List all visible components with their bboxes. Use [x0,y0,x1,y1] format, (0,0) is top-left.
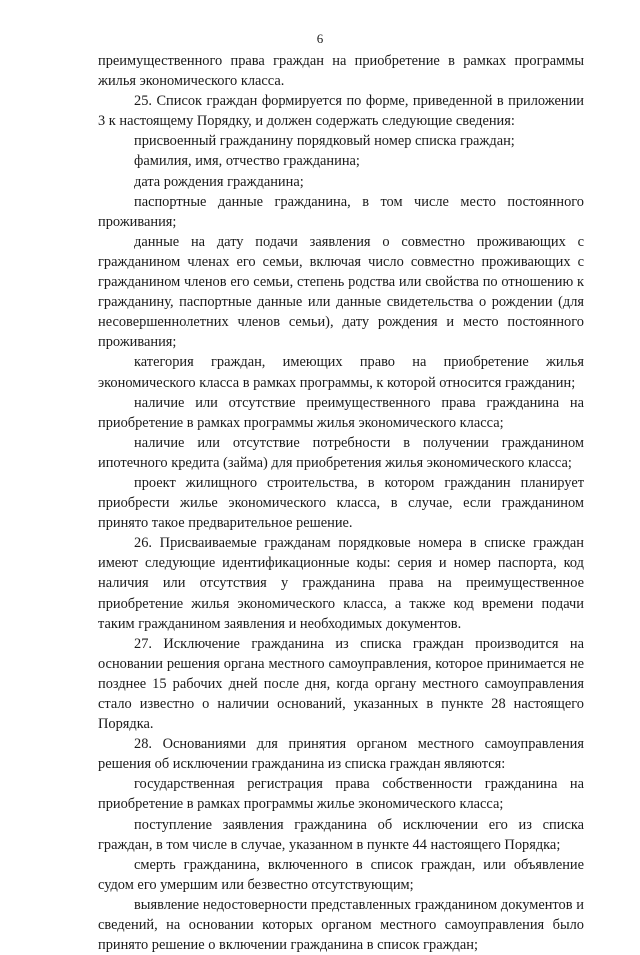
page-number: 6 [316,31,324,46]
paragraph-item-28: 28. Основаниями для принятия органом местного самоуправления решения об исключении гражданина из списка граждан являются: [98,736,584,773]
list-item: категория граждан, имеющих право на приобретение жилья экономического класса в рамках программы, к которой относится гражданин; [98,354,584,391]
list-item: дата рождения гражданина; [134,173,304,190]
list-item: паспортные данные гражданина, в том числе место постоянного проживания; [98,193,584,230]
paragraph-item-26: 26. Присваиваемые гражданам порядковые номера в списке граждан имеют следующие идентификационные коды: серия и номер паспорта, код наличия или отсутствия у гражданина права на преимущественное приобретение жилья экономического класса, а также код времени подачи таким гражданином заявления и необходимых документов. [98,535,584,632]
list-item: смерть гражданина, включенного в список граждан, или объявление судом его умершим или безвестно отсутствующим; [98,856,584,893]
paragraph-item-25: 25. Список граждан формируется по форме, приведенной в приложении 3 к настоящему Порядку, и должен содержать следующие сведения: [98,93,584,130]
list-item: данные на дату подачи заявления о совместно проживающих с гражданином членах его семьи, включая число совместно проживающих с гражданином членов его семьи, степень родства или свойства по отношению к гражданину, паспортные данные или данные свидетельства о рождении (для несовершеннолетних членов семьи), дату рождения и место постоянного проживания; [98,233,584,351]
list-item: фамилия, имя, отчество гражданина; [134,153,360,170]
list-item: проект жилищного строительства, в котором гражданин планирует приобрести жилье экономического класса, в случае, если гражданином принято такое предварительное решение. [98,474,584,532]
list-item: выявление недостоверности представленных гражданином документов и сведений, на основании которых органом местного самоуправления было принято решение о включении гражданина в список граждан; [98,896,584,954]
list-item: наличие или отсутствие преимущественного права гражданина на приобретение в рамках программы жилья экономического класса; [98,394,584,431]
list-item: наличие или отсутствие потребности в получении гражданином ипотечного кредита (займа) для приобретения жилья экономического класса; [98,434,584,471]
paragraph-continuation: преимущественного права граждан на приобретение в рамках программы жилья экономического класса. [98,53,584,90]
list-item: государственная регистрация права собственности гражданина на приобретение в рамках программы жилье экономического класса; [98,776,584,813]
list-item: присвоенный гражданину порядковый номер списка граждан; [134,133,515,150]
document-body [98,51,584,955]
paragraph-item-27: 27. Исключение гражданина из списка граждан производится на основании решения органа местного самоуправления, которое принимается не позднее 15 рабочих дней после дня, когда органу местного самоуправления стало известно о наличии оснований, указанных в пункте 28 настоящего Порядка. [98,635,584,733]
list-item: поступление заявления гражданина об исключении его из списка граждан, в том числе в случае, указанном в пункте 44 настоящего Порядка; [98,816,584,853]
